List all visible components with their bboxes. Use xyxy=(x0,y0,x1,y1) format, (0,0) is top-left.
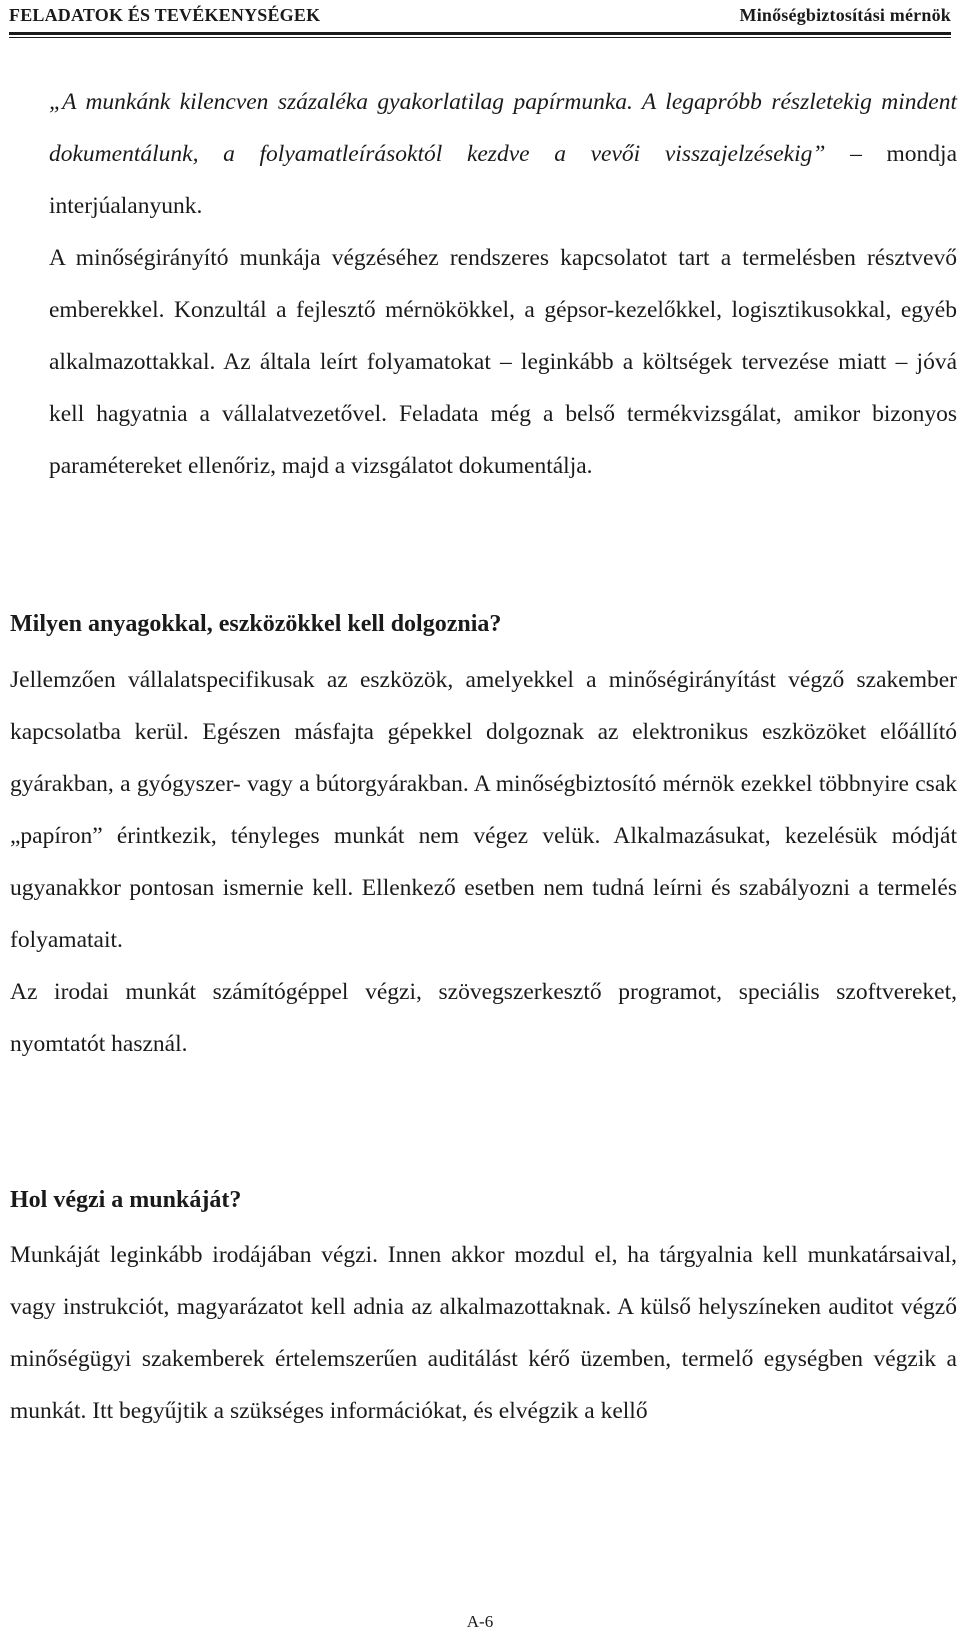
section-workplace-body xyxy=(10,1229,957,1437)
header-rule-thick xyxy=(9,32,951,35)
quote-attribution: – mondja interjúalanyunk. xyxy=(49,141,958,219)
page-number: A-6 xyxy=(466,1612,494,1631)
quote-block xyxy=(49,76,957,492)
section-heading-workplace: Hol végzi a munkáját? xyxy=(10,1187,242,1213)
body-paragraph: Jellemzően vállalatspecifikusak az eszközök, amelyekkel a minőségirányítást végző szakember kapcsolatba kerül. Egészen másfajta gépekkel dolgoznak az elektronikus eszközöket előállító gyárakban, a gyógyszer- vagy a bútorgyárakban. A minőségbiztosító mérnök ezekkel többnyire csak „papíron” érintkezik, tényleges munkát nem végez velük. Alkalmazásukat, kezelésük módját ugyanakkor pontosan ismernie kell. Ellenkező esetben nem tudná leírni és szabályozni a termelés folyamatait. xyxy=(10,667,957,953)
header-section-title: FELADATOK ÉS TEVÉKENYSÉGEK xyxy=(9,4,321,25)
header-job-title: Minőségbiztosítási mérnök xyxy=(739,4,951,25)
interview-quote: „A munkánk kilencven százaléka gyakorlatilag papírmunka. A legapróbb részletekig mindent dokumentálunk, a folyamatleírásoktól kezdve a vevői visszajelzésekig” xyxy=(49,89,957,167)
header-rule-thin xyxy=(9,37,951,38)
body-paragraph: Munkáját leginkább irodájában végzi. Innen akkor mozdul el, ha tárgyalnia kell munkatársaival, vagy instrukciót, magyarázatot kell adnia az alkalmazottaknak. A külső helyszíneken auditot végző minőségügyi szakemberek értelemszerűen auditálást kérő üzemben, termelő egységben végzik a munkát. Itt begyűjtik a szükséges információkat, és elvégzik a kellő xyxy=(10,1242,957,1424)
body-paragraph: A minőségirányító munkája végzéséhez rendszeres kapcsolatot tart a termelésben résztvevő emberekkel. Konzultál a fejlesztő mérnökökkel, a gépsor-kezelőkkel, logisztikusokkal, egyéb alkalmazottakkal. Az általa leírt folyamatokat – leginkább a költségek tervezése miatt – jóvá kell hagyatnia a vállalatvezetővel. Feladata még a belső termékvizsgálat, amikor bizonyos paramétereket ellenőriz, majd a vizsgálatot dokumentálja. xyxy=(49,245,957,479)
body-paragraph: Az irodai munkát számítógéppel végzi, szövegszerkesztő programot, speciális szoftvereket, nyomtatót használ. xyxy=(10,979,957,1057)
section-materials-body xyxy=(10,654,957,1070)
section-heading-materials: Milyen anyagokkal, eszközökkel kell dolgoznia? xyxy=(10,611,502,637)
running-header xyxy=(9,0,951,30)
quote-paragraph xyxy=(49,76,957,232)
